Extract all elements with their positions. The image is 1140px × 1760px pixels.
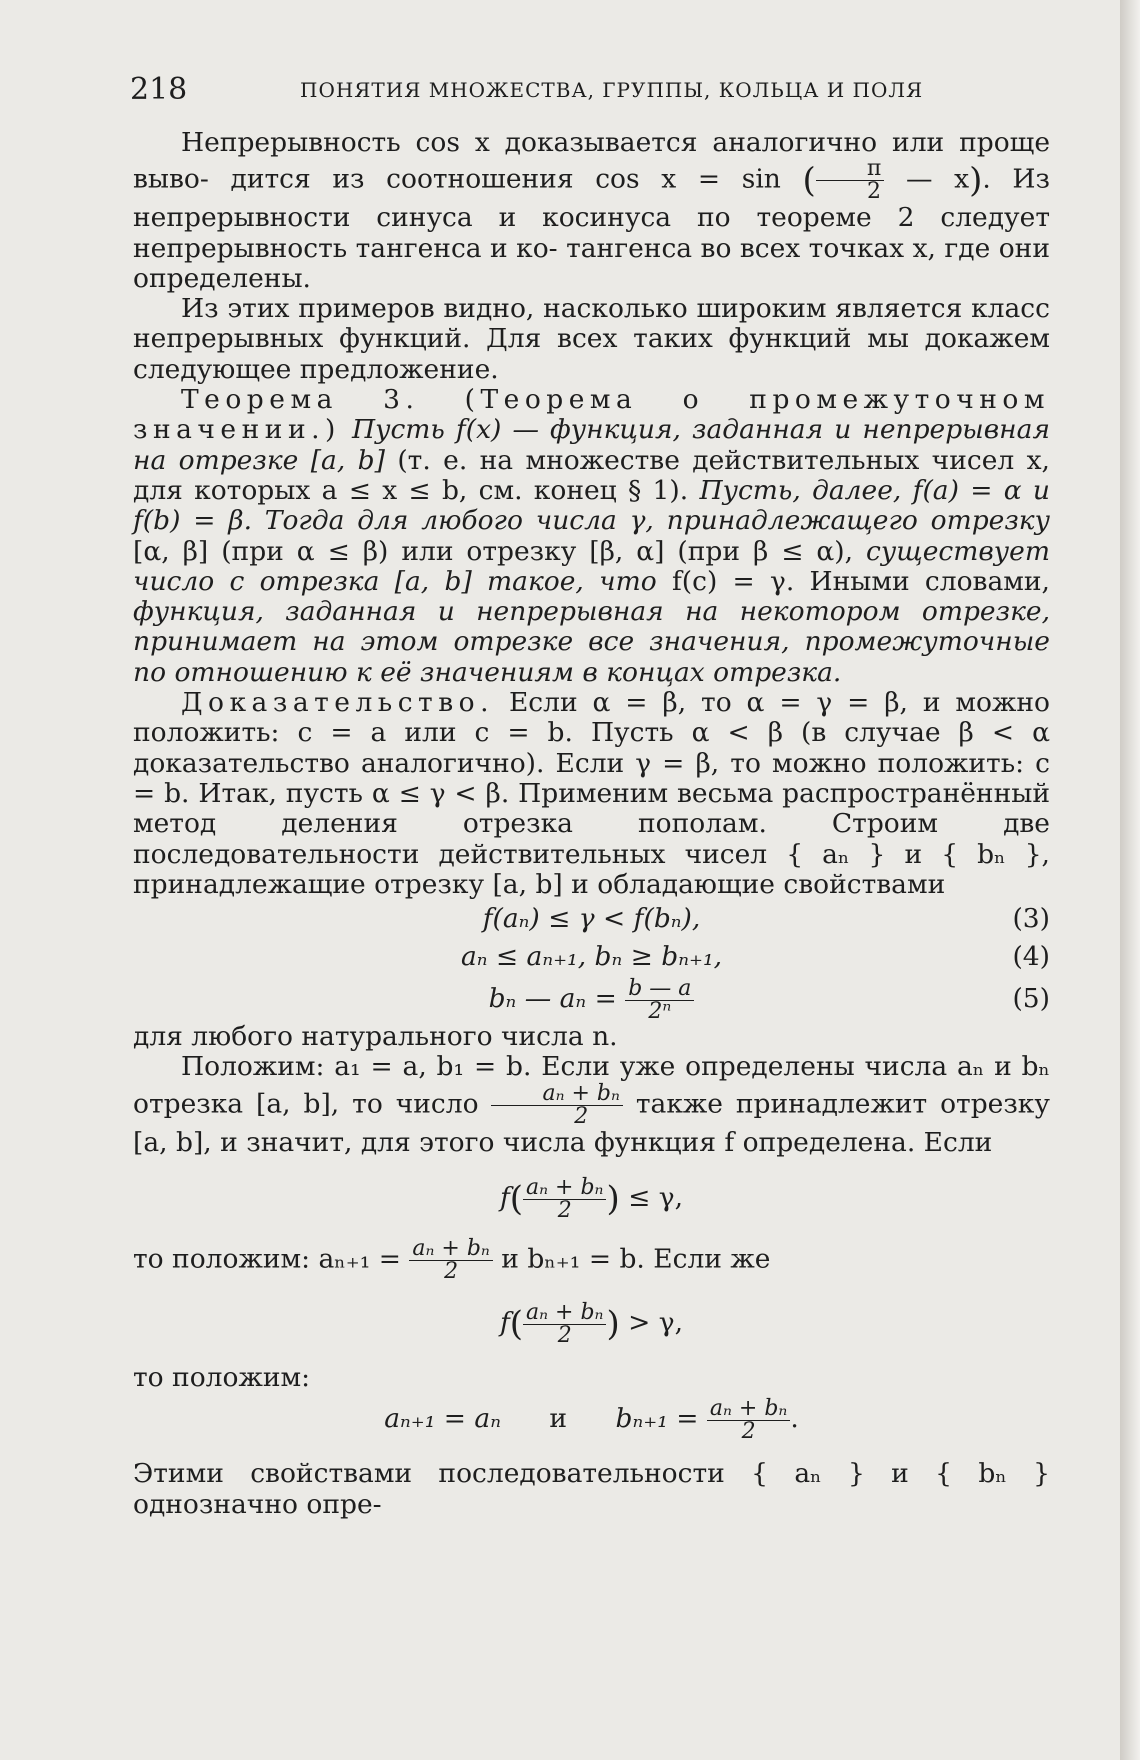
equation-5: bₙ — aₙ = $\frac{b — a}{\text{2ⁿ}}$ (5) — [488, 975, 1050, 1024]
paragraph-examples: Из этих примеров видно, насколько широким является класс непрерывных функций. Для всех таких функций мы докажем следующее предложение. — [133, 293, 1050, 385]
para1-line2c: . Из непрерывности синуса — [133, 163, 1050, 234]
eq5-fraction: $\frac{b — a}{\text{2ⁿ}}$ — [625, 978, 694, 1023]
then-label-2: то положим: — [133, 1362, 311, 1394]
paragraph-cos-continuity — [133, 128, 1050, 294]
page-number: 218 — [130, 72, 188, 107]
para1-line2b: — x — [905, 163, 970, 195]
para1-line4: тангенса во всех точках x, где они определены. — [133, 232, 1050, 294]
equation-3: f(aₙ) ≤ γ < f(bₙ), (3) — [133, 900, 1050, 938]
proof-text: Если α = β, то α = γ = β, и можно положить: c = a или c = b. Пусть α < β (в случае β < α доказательство аналогично). Если γ = β, то можно положить: c = b. Итак, пусть α ≤ γ < β. Применим весьма распространённый метод деления отрезка пополам. Строим две последовательности действительных чисел { aₙ } и { bₙ }, принадлежащие отрезку [a, b] и обладающие свойствами — [133, 687, 1050, 900]
proof-label: Доказательство. — [181, 687, 495, 719]
theorem-label: Теорема 3. (Теорема о промежуточном значении.) — [133, 384, 1050, 446]
para1-line2a: дится из соотношения cos x = sin — [230, 163, 781, 195]
equation-number-5: (5) — [1012, 983, 1050, 1015]
page-gutter — [1120, 0, 1140, 1760]
equation-4: aₙ ≤ aₙ₊₁, bₙ ≥ bₙ₊₁, (4) — [133, 938, 1050, 976]
midpoint-fraction: $\frac{\text{aₙ + bₙ}}{2}$ — [491, 1083, 622, 1128]
equation-number-3: (3) — [1012, 903, 1050, 935]
theorem-s6: f(c) = γ. Иными словами, — [671, 565, 1050, 597]
running-title: ПОНЯТИЯ МНОЖЕСТВА, ГРУППЫ, КОЛЬЦА И ПОЛЯ — [300, 78, 924, 102]
para1-line1: Непрерывность cos x доказывается аналогично или проще выво- — [133, 127, 1050, 195]
para3-line1: Положим: a₁ = a, b₁ = b. Если уже определены числа aₙ и bₙ — [181, 1051, 1050, 1083]
equation-number-4: (4) — [1012, 941, 1050, 973]
condition-1: f( $\frac{\text{aₙ + bₙ}}{2}$ ) ≤ γ, — [499, 1174, 684, 1223]
para1-line3: и косинуса по теореме 2 следует непрерывность тангенса и ко- — [133, 202, 1050, 264]
theorem-3 — [133, 385, 1050, 688]
theorem-s3: Пусть, далее, f(a) = α и f(b) = β. Тогда для любого числа γ, принадлежащего отрезку — [133, 474, 1050, 537]
then-clause-1: то положим: aₙ₊₁ = $\frac{\text{aₙ + bₙ}}{2}$ и bₙ₊₁ = b. Если же — [133, 1236, 771, 1285]
theorem-s2: (т. е. на множестве действительных чисел x, для которых a ≤ x ≤ b, см. конец § 1). — [133, 444, 1050, 506]
paren-open: ( — [802, 160, 816, 201]
theorem-s4: [α, β] (при α ≤ β) или отрезку [β, α] (при β ≤ α), — [133, 535, 854, 567]
theorem-s1: Пусть f(x) — функция, заданная и непрерывная на отрезке [a, b] — [133, 414, 1050, 476]
theorem-s5: существует число c отрезка [a, b] такое, что — [133, 535, 1050, 597]
paragraph-bisection — [133, 1052, 1050, 1158]
last-line: Этими свойствами последовательности { aₙ } и { bₙ } однозначно опре- — [133, 1458, 1050, 1520]
after-equations: для любого натурального числа n. — [133, 1021, 618, 1053]
then-clause-2: aₙ₊₁ = aₙ и bₙ₊₁ = $\frac{\text{aₙ + bₙ}}{2}$ . — [384, 1395, 799, 1444]
para3-line2a: отрезка [a, b], то число — [133, 1088, 479, 1120]
proof-paragraph — [133, 688, 1050, 900]
theorem-s7: функция, заданная и непрерывная на некотором отрезке, принимает на этом отрезке все значения, промежуточные по отношению к её значениям в концах отрезка. — [133, 596, 1050, 688]
page-body — [133, 128, 1050, 1520]
paren-close: ) — [969, 160, 983, 201]
para3-line2b: также принадлежит отрезку [a, b], — [133, 1088, 1050, 1158]
pi-over-2-fraction: $\frac{\pi}{2}$ — [816, 158, 884, 203]
condition-2: f( $\frac{\text{aₙ + bₙ}}{2}$ ) > γ, — [499, 1299, 684, 1348]
para3-line3: и значит, для этого числа функция f определена. Если — [220, 1126, 993, 1158]
